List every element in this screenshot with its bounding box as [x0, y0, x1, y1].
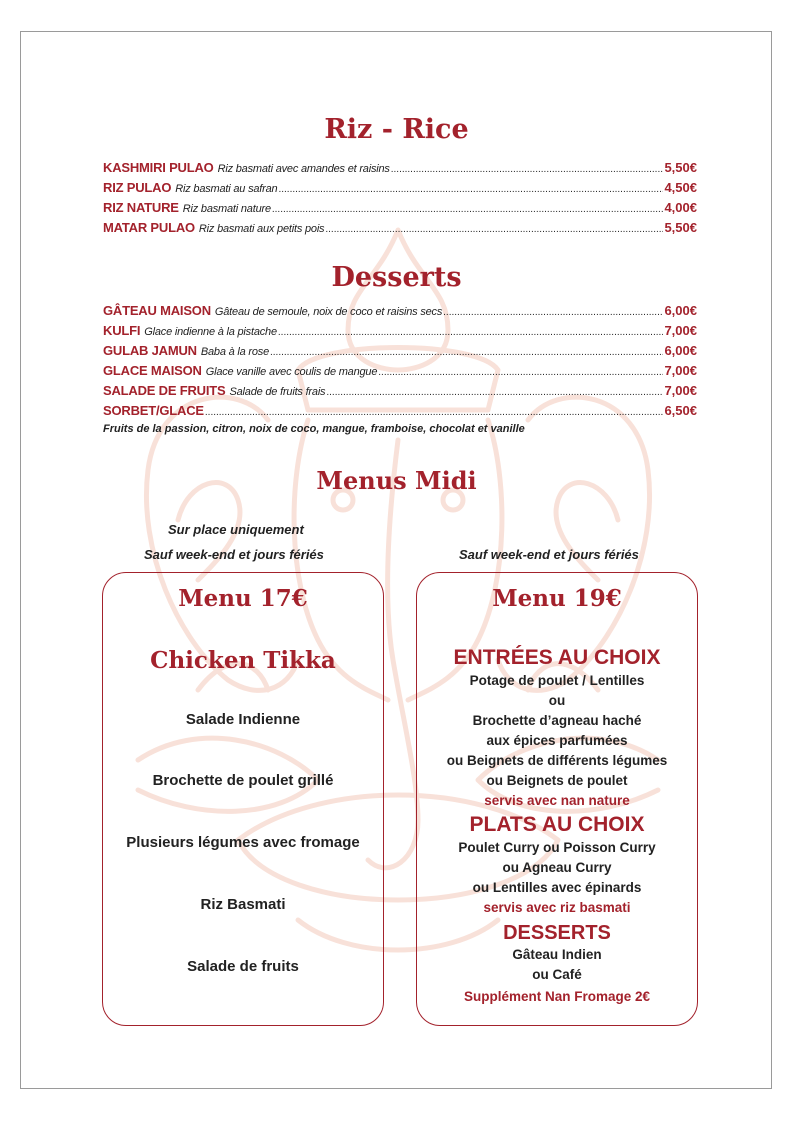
item-desc: Salade de fruits frais [229, 386, 326, 398]
item-name: RIZ PULAO [103, 180, 172, 195]
item-price: 6,50€ [664, 403, 697, 418]
menu-19-dessert-line: ou Café [532, 967, 582, 982]
leader-dots [272, 204, 664, 215]
item-desc: Riz basmati nature [182, 203, 271, 215]
item-name: KASHMIRI PULAO [103, 160, 214, 175]
menu-19-supplement: Supplément Nan Fromage 2€ [463, 989, 651, 1004]
menu-item-sorbet-glace [103, 403, 697, 423]
menu-19-entree-line: Brochette d’agneau haché [472, 713, 642, 728]
item-price: 5,50€ [664, 220, 697, 235]
menu-17-subtitle: Chicken Tikka [150, 647, 336, 674]
item-price: 7,00€ [664, 363, 697, 378]
menu-item-gulab-jamun [103, 343, 697, 363]
menu-item-gateau-maison [103, 303, 697, 323]
menu-19-entree-line: ou Beignets de différents légumes [446, 753, 668, 768]
menu-item-riz-pulao [103, 180, 697, 200]
menu-item-kashmiri-pulao [103, 160, 697, 180]
menus-title: Menus Midi [316, 466, 477, 495]
item-desc: Riz basmati avec amandes et raisins [217, 163, 390, 175]
menu-17-line: Salade Indienne [185, 711, 301, 728]
menu-17-title: Menu 17€ [178, 585, 308, 612]
menu-item-kulfi [103, 323, 697, 343]
menu-17-line: Brochette de poulet grillé [152, 772, 334, 789]
menu-19-entrees-heading: ENTRÉES AU CHOIX [453, 646, 661, 669]
menu-19-entree-line: ou [548, 693, 566, 708]
menu-19-plats-heading: PLATS AU CHOIX [469, 813, 645, 836]
menu-19-plat-line: Poulet Curry ou Poisson Curry [458, 840, 656, 855]
riz-list [103, 160, 697, 240]
leader-dots [443, 307, 663, 318]
item-name: KULFI [103, 323, 141, 338]
riz-title: Riz - Rice [324, 114, 469, 145]
sorbet-flavours-note: Fruits de la passion, citron, noix de coco, mangue, framboise, chocolat et vanille [103, 423, 525, 435]
item-price: 7,00€ [664, 383, 697, 398]
item-price: 4,00€ [664, 200, 697, 215]
leader-dots [325, 224, 663, 235]
menu-item-salade-de-fruits [103, 383, 697, 403]
item-name: SORBET/GLACE [103, 403, 204, 418]
leader-dots [326, 387, 663, 398]
menu-19-entrees-note: servis avec nan nature [484, 793, 630, 808]
leader-dots [278, 327, 664, 338]
desserts-list [103, 303, 697, 423]
menu-19-entree-line: aux épices parfumées [486, 733, 628, 748]
menu-17-line: Salade de fruits [187, 958, 299, 975]
menu-item-matar-pulao [103, 220, 697, 240]
item-name: RIZ NATURE [103, 200, 179, 215]
menu-17-line: Plusieurs légumes avec fromage [126, 834, 360, 851]
item-desc: Riz basmati aux petits pois [198, 223, 325, 235]
leader-dots [378, 367, 663, 378]
item-name: GÂTEAU MAISON [103, 303, 211, 318]
item-name: MATAR PULAO [103, 220, 195, 235]
leader-dots [205, 407, 664, 418]
desserts-title: Desserts [331, 262, 462, 293]
item-name: SALADE DE FRUITS [103, 383, 226, 398]
menu-19-plat-line: ou Lentilles avec épinards [472, 880, 642, 895]
menu-17-line: Riz Basmati [200, 896, 286, 913]
item-desc: Glace vanille avec coulis de mangue [205, 366, 378, 378]
item-price: 6,00€ [664, 343, 697, 358]
item-desc: Glace indienne à la pistache [144, 326, 277, 338]
menu-condition-left: Sauf week-end et jours fériés [144, 547, 324, 562]
menu-17-box [102, 572, 384, 1026]
menu-19-desserts-heading: DESSERTS [503, 922, 611, 944]
menu-19-box [416, 572, 698, 1026]
item-name: GLACE MAISON [103, 363, 202, 378]
menu-19-plats-note: servis avec riz basmati [483, 900, 631, 915]
menu-19-title: Menu 19€ [492, 585, 622, 612]
leader-dots [270, 347, 663, 358]
menu-item-glace-maison [103, 363, 697, 383]
menu-condition-right: Sauf week-end et jours fériés [459, 547, 639, 562]
menu-item-riz-nature [103, 200, 697, 220]
menu-19-plat-line: ou Agneau Curry [502, 860, 612, 875]
item-name: GULAB JAMUN [103, 343, 197, 358]
item-price: 6,00€ [664, 303, 697, 318]
leader-dots [391, 164, 664, 175]
leader-dots [278, 184, 663, 195]
menu-condition-onsite: Sur place uniquement [168, 522, 304, 537]
item-desc: Baba à la rose [200, 346, 269, 358]
item-price: 7,00€ [664, 323, 697, 338]
item-price: 4,50€ [664, 180, 697, 195]
menu-19-entree-line: Potage de poulet / Lentilles [469, 673, 645, 688]
item-desc: Gâteau de semoule, noix de coco et raisins secs [214, 306, 443, 318]
menu-19-dessert-line: Gâteau Indien [512, 947, 602, 962]
item-price: 5,50€ [664, 160, 697, 175]
item-desc: Riz basmati au safran [175, 183, 278, 195]
menu-19-entree-line: ou Beignets de poulet [486, 773, 628, 788]
